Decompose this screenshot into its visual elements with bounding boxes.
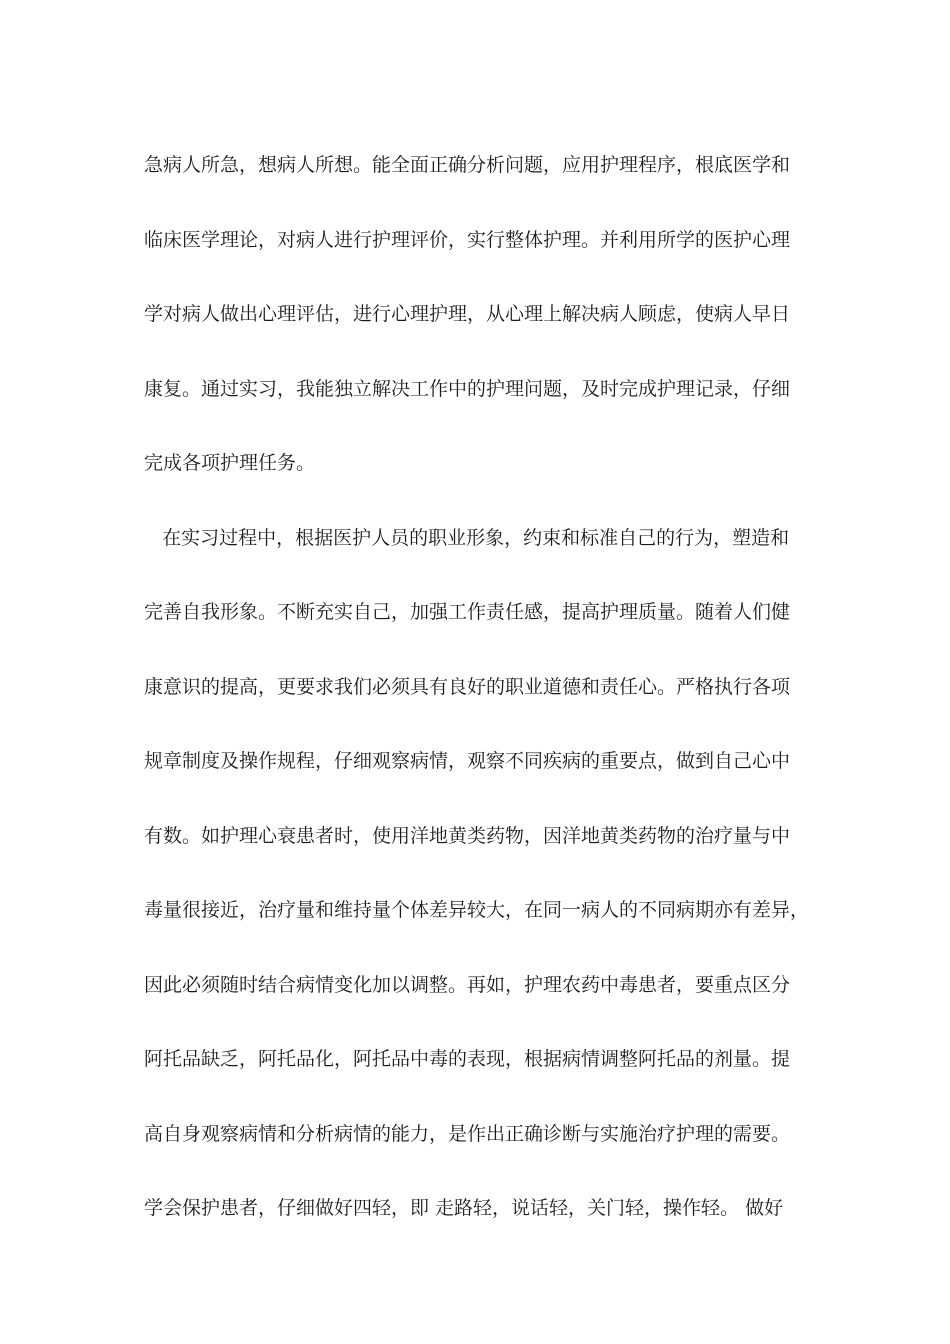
text-line-10: 有数。如护理心衰患者时，使用洋地黄类药物，因洋地黄类药物的治疗量与中 [144,824,791,847]
text-line-4: 康复。通过实习，我能独立解决工作中的护理问题，及时完成护理记录，仔细 [144,377,791,400]
text-line-7: 完善自我形象。不断充实自己，加强工作责任感，提高护理质量。随着人们健 [144,601,791,623]
text-line-12: 因此必须随时结合病情变化加以调整。再如，护理农药中毒患者，要重点区分 [144,973,791,996]
text-line-5: 完成各项护理任务。 [144,452,316,474]
text-line-1: 急病人所急，想病人所想。能全面正确分析问题，应用护理程序，根底医学和 [144,154,791,176]
text-line-3: 学对病人做出心理评估，进行心理护理，从心理上解决病人顾虑，使病人早日 [144,303,791,325]
text-line-14: 高自身观察病情和分析病情的能力，是作出正确诊断与实施治疗护理的需要。 [144,1122,791,1145]
text-line-13: 阿托品缺乏，阿托品化，阿托品中毒的表现，根据病情调整阿托品的剂量。提 [144,1048,791,1070]
text-line-11: 毒量很接近，治疗量和维持量个体差异较大，在同一病人的不同病期亦有差异， [144,899,810,921]
text-line-8: 康意识的提高，更要求我们必须具有良好的职业道德和责任心。严格执行各项 [144,675,791,698]
text-line-15: 学会保护患者，仔细做好四轻，即 走路轻，说话轻，关门轻，操作轻。 做好 [144,1197,784,1219]
text-line-2: 临床医学理论，对病人进行护理评价，实行整体护理。并利用所学的医护心理 [144,228,791,251]
body-text [144,128,816,1246]
text-line-9: 规章制度及操作规程，仔细观察病情，观察不同疾病的重要点，做到自己心中 [144,750,791,772]
text-line-6: 在实习过程中，根据医护人员的职业形象，约束和标准自己的行为，塑造和 [144,526,790,549]
